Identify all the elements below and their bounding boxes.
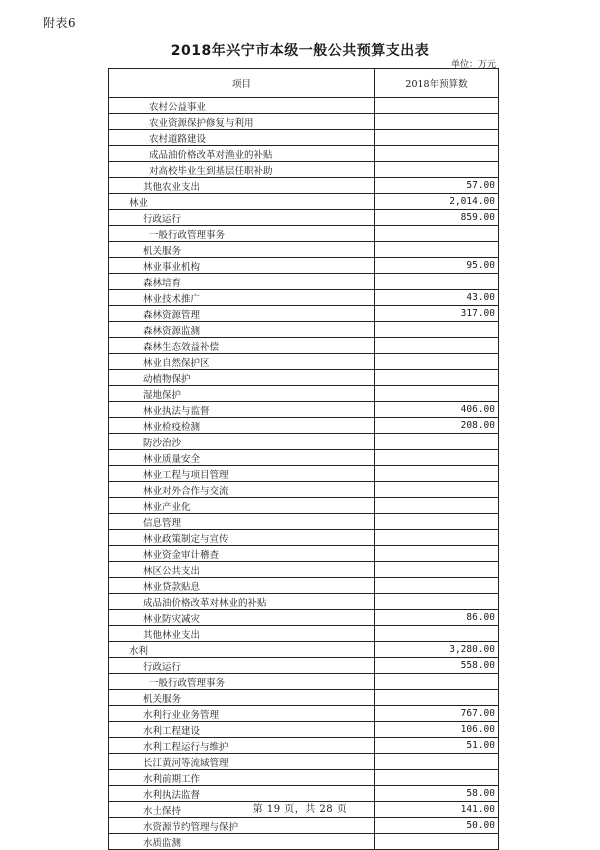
table-row <box>109 658 499 674</box>
row-item: 水利前期工作 <box>109 770 375 786</box>
row-item: 一般行政管理事务 <box>109 226 375 242</box>
row-item: 水利工程运行与维护 <box>109 738 375 754</box>
row-item: 农村公益事业 <box>109 98 375 114</box>
row-amount: 86.00 <box>375 610 499 626</box>
table-row <box>109 162 499 178</box>
table-row <box>109 722 499 738</box>
row-amount <box>375 386 499 402</box>
row-amount <box>375 514 499 530</box>
table-row <box>109 562 499 578</box>
table-row <box>109 594 499 610</box>
row-amount <box>375 114 499 130</box>
row-amount: 3,280.00 <box>375 642 499 658</box>
row-amount: 767.00 <box>375 706 499 722</box>
table-row <box>109 290 499 306</box>
row-amount: 558.00 <box>375 658 499 674</box>
row-item: 机关服务 <box>109 690 375 706</box>
table-body <box>109 98 499 850</box>
row-amount: 95.00 <box>375 258 499 274</box>
row-amount <box>375 162 499 178</box>
row-item: 水资源节约管理与保护 <box>109 818 375 834</box>
unit-label: 单位：万元 <box>450 60 496 70</box>
table-row <box>109 434 499 450</box>
row-amount <box>375 370 499 386</box>
row-item: 林区公共支出 <box>109 562 375 578</box>
row-amount <box>375 274 499 290</box>
row-amount <box>375 322 499 338</box>
row-amount: 141.00 <box>375 802 499 818</box>
row-amount <box>375 130 499 146</box>
table-row <box>109 674 499 690</box>
row-amount <box>375 690 499 706</box>
table-row <box>109 242 499 258</box>
table-row <box>109 114 499 130</box>
row-item: 水利行业业务管理 <box>109 706 375 722</box>
row-item: 信息管理 <box>109 514 375 530</box>
row-item: 林业资金审计稽查 <box>109 546 375 562</box>
budget-table <box>108 68 499 850</box>
row-amount: 406.00 <box>375 402 499 418</box>
row-amount: 57.00 <box>375 178 499 194</box>
row-item: 林业贷款贴息 <box>109 578 375 594</box>
table-row <box>109 258 499 274</box>
row-amount: 51.00 <box>375 738 499 754</box>
row-amount <box>375 834 499 850</box>
row-item: 森林资源监测 <box>109 322 375 338</box>
row-amount <box>375 562 499 578</box>
row-item: 行政运行 <box>109 658 375 674</box>
row-item: 防沙治沙 <box>109 434 375 450</box>
row-item: 对高校毕业生到基层任职补助 <box>109 162 375 178</box>
table-row <box>109 770 499 786</box>
row-amount <box>375 594 499 610</box>
row-amount <box>375 226 499 242</box>
row-amount <box>375 434 499 450</box>
table-row <box>109 274 499 290</box>
row-amount <box>375 242 499 258</box>
table-row <box>109 98 499 114</box>
row-item: 动植物保护 <box>109 370 375 386</box>
header-item: 项目 <box>109 69 375 98</box>
row-item: 农业资源保护修复与利用 <box>109 114 375 130</box>
table-row <box>109 322 499 338</box>
table-row <box>109 482 499 498</box>
page-footer: 第 19 页，共 28 页 <box>252 804 348 815</box>
row-item: 森林资源管理 <box>109 306 375 322</box>
table-row <box>109 130 499 146</box>
row-item: 林业产业化 <box>109 498 375 514</box>
table-row <box>109 354 499 370</box>
row-item: 林业政策制定与宣传 <box>109 530 375 546</box>
row-item: 林业对外合作与交流 <box>109 482 375 498</box>
row-amount <box>375 482 499 498</box>
table-row <box>109 642 499 658</box>
row-item: 林业工程与项目管理 <box>109 466 375 482</box>
row-item: 水土保持 <box>109 802 375 818</box>
row-item: 林业执法与监督 <box>109 402 375 418</box>
row-amount <box>375 146 499 162</box>
row-item: 湿地保护 <box>109 386 375 402</box>
table-row <box>109 370 499 386</box>
table-row <box>109 466 499 482</box>
row-amount <box>375 546 499 562</box>
table-row <box>109 210 499 226</box>
row-amount <box>375 450 499 466</box>
row-item: 林业质量安全 <box>109 450 375 466</box>
row-item: 成品油价格改革对渔业的补贴 <box>109 146 375 162</box>
row-item: 其他林业支出 <box>109 626 375 642</box>
table-row <box>109 146 499 162</box>
table-row <box>109 626 499 642</box>
table-row <box>109 546 499 562</box>
row-item: 行政运行 <box>109 210 375 226</box>
row-item: 长江黄河等流域管理 <box>109 754 375 770</box>
row-item: 林业技术推广 <box>109 290 375 306</box>
table-row <box>109 402 499 418</box>
table-row <box>109 818 499 834</box>
row-item: 林业检疫检测 <box>109 418 375 434</box>
row-item: 成品油价格改革对林业的补贴 <box>109 594 375 610</box>
table-row <box>109 498 499 514</box>
row-item: 水利 <box>109 642 375 658</box>
row-item: 水质监测 <box>109 834 375 850</box>
row-amount <box>375 530 499 546</box>
row-amount <box>375 498 499 514</box>
table-row <box>109 194 499 210</box>
table-row <box>109 834 499 850</box>
row-item: 林业事业机构 <box>109 258 375 274</box>
table-row <box>109 690 499 706</box>
row-amount: 43.00 <box>375 290 499 306</box>
table-row <box>109 226 499 242</box>
page-title: 2018年兴宁市本级一般公共预算支出表 <box>170 43 430 59</box>
header-amount: 2018年预算数 <box>375 69 499 98</box>
row-item: 水利工程建设 <box>109 722 375 738</box>
row-item: 森林培育 <box>109 274 375 290</box>
row-amount: 2,014.00 <box>375 194 499 210</box>
table-header-row <box>109 69 499 98</box>
row-amount: 106.00 <box>375 722 499 738</box>
table-row <box>109 338 499 354</box>
row-amount <box>375 98 499 114</box>
table-row <box>109 754 499 770</box>
row-amount <box>375 770 499 786</box>
table-row <box>109 706 499 722</box>
table-row <box>109 418 499 434</box>
row-amount <box>375 466 499 482</box>
table-row <box>109 610 499 626</box>
row-amount <box>375 354 499 370</box>
table-row <box>109 450 499 466</box>
table-row <box>109 178 499 194</box>
row-item: 水利执法监督 <box>109 786 375 802</box>
row-amount <box>375 626 499 642</box>
row-item: 农村道路建设 <box>109 130 375 146</box>
row-amount <box>375 578 499 594</box>
row-amount: 208.00 <box>375 418 499 434</box>
row-amount: 859.00 <box>375 210 499 226</box>
table-row <box>109 514 499 530</box>
row-item: 林业 <box>109 194 375 210</box>
row-item: 森林生态效益补偿 <box>109 338 375 354</box>
table-row <box>109 306 499 322</box>
row-amount <box>375 674 499 690</box>
row-amount <box>375 338 499 354</box>
table-row <box>109 738 499 754</box>
row-item: 一般行政管理事务 <box>109 674 375 690</box>
row-item: 林业自然保护区 <box>109 354 375 370</box>
row-amount <box>375 754 499 770</box>
row-item: 机关服务 <box>109 242 375 258</box>
table-row <box>109 530 499 546</box>
row-amount: 58.00 <box>375 786 499 802</box>
table-row <box>109 386 499 402</box>
row-item: 其他农业支出 <box>109 178 375 194</box>
row-item: 林业防灾减灾 <box>109 610 375 626</box>
row-amount: 317.00 <box>375 306 499 322</box>
row-amount: 50.00 <box>375 818 499 834</box>
appendix-label: 附表6 <box>43 16 77 30</box>
table-row <box>109 578 499 594</box>
